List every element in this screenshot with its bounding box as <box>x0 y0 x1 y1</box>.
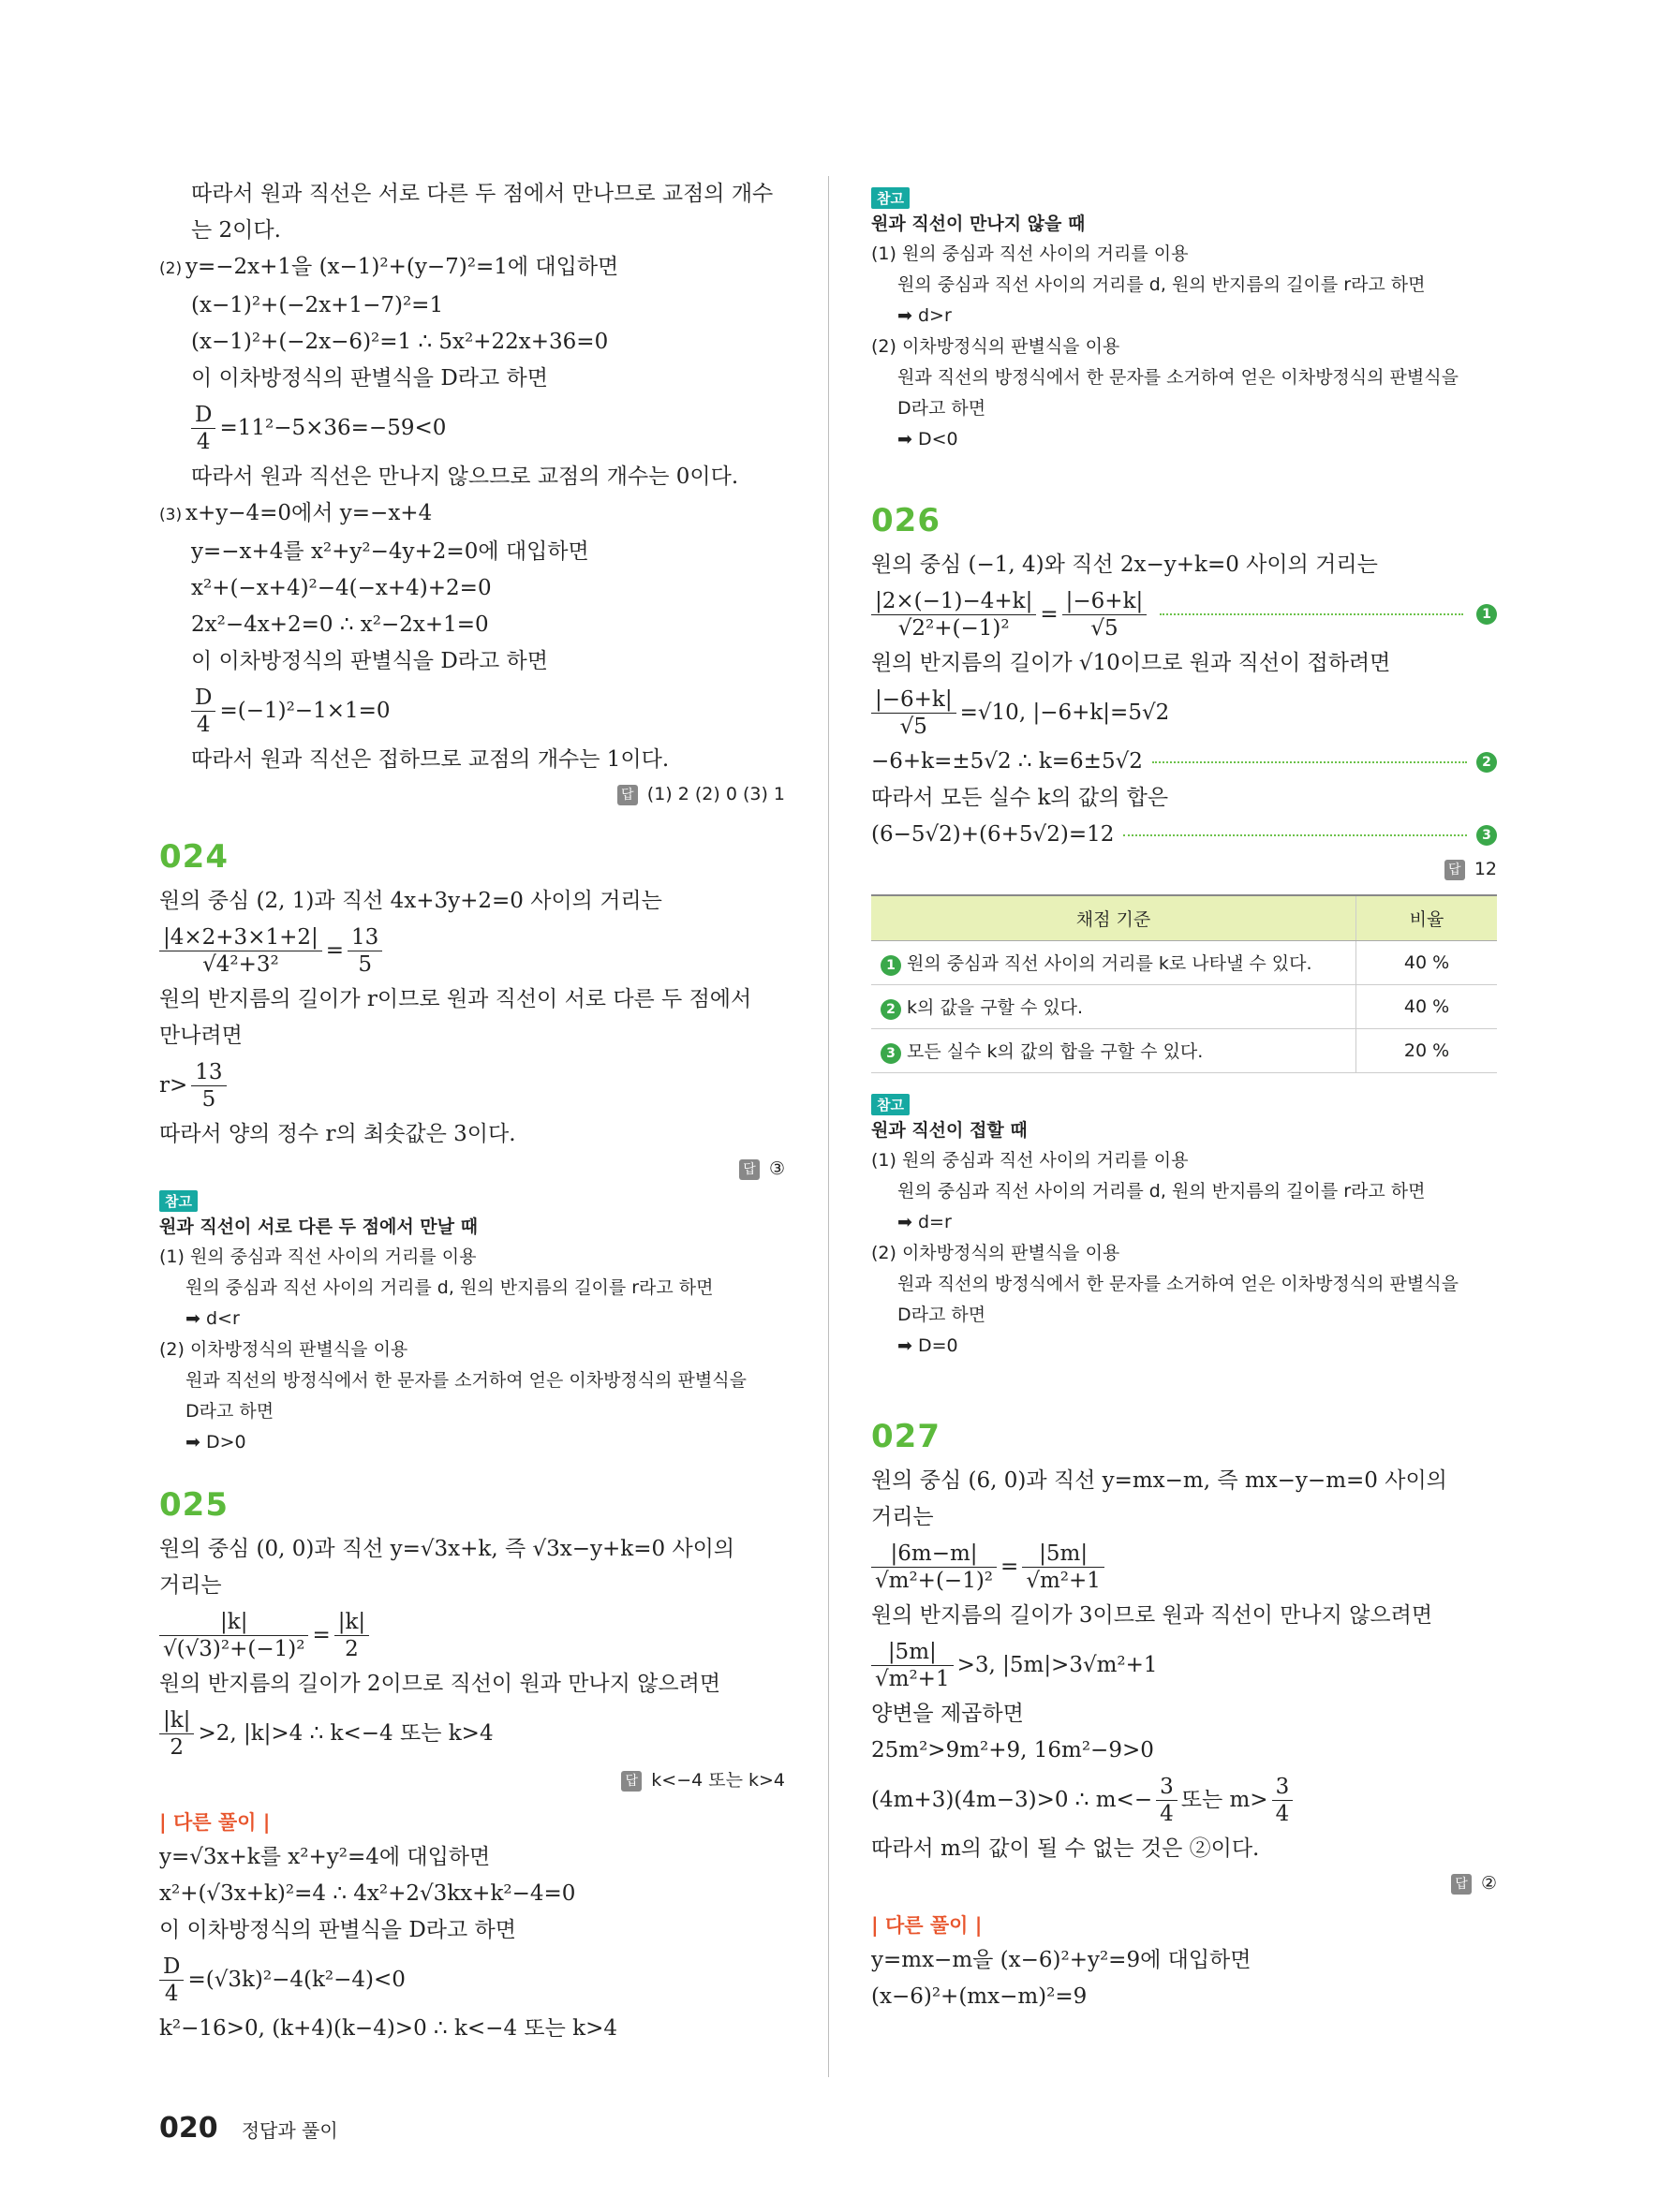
fraction <box>159 1954 184 2007</box>
fraction <box>348 924 382 978</box>
fraction <box>334 1609 369 1662</box>
fraction <box>871 1541 997 1594</box>
fraction <box>191 685 215 738</box>
criteria-text: 원의 중심과 직선 사이의 거리를 k로 나타낼 수 있다. <box>907 953 1312 974</box>
note-line: 원과 직선의 방정식에서 한 문자를 소거하여 얻은 이차방정식의 판별식을 <box>897 1274 1459 1294</box>
table-row <box>871 985 1497 1029</box>
answer-icon: 답 <box>1444 860 1465 880</box>
fraction <box>159 1707 194 1761</box>
text-line: 원의 중심 (−1, 4)와 직선 2x−y+k=0 사이의 거리는 <box>871 553 1378 577</box>
answer-text: ③ <box>768 1158 785 1179</box>
denominator: √5 <box>899 714 927 739</box>
column-header: 채점 기준 <box>871 895 1356 941</box>
answer-text: (1) 2 (2) 0 (3) 1 <box>646 784 785 804</box>
equation-line: (6−5√2)+(6+5√2)=12 <box>871 822 1115 847</box>
numerator: |4×2+3×1+2| <box>159 924 322 951</box>
text-line: y=−2x+1을 (x−1)²+(y−7)²=1에 대입하면 <box>185 255 619 279</box>
solution-026 <box>871 502 1497 1362</box>
dotted-leader <box>1160 613 1463 615</box>
left-column <box>159 176 785 2047</box>
equals-sign: = <box>1000 1555 1019 1579</box>
equation-rest: =√10, |−6+k|=5√2 <box>959 700 1170 725</box>
fraction <box>1156 1774 1178 1827</box>
denominator: √5 <box>1090 615 1118 641</box>
fraction <box>1272 1774 1294 1827</box>
criteria-cell <box>871 985 1356 1029</box>
answer-icon: 답 <box>739 1159 760 1180</box>
numerator: |k| <box>159 1707 194 1734</box>
solution-024 <box>159 838 785 1458</box>
text-line: y=√3x+k를 x²+y²=4에 대입하면 <box>159 1845 491 1869</box>
fraction-equation <box>871 583 1497 645</box>
denominator: 2 <box>345 1636 359 1661</box>
denominator: √2²+(−1)² <box>897 615 1010 641</box>
inequality-rest: >3, |5m|>3√m²+1 <box>956 1653 1158 1677</box>
numerator: 3 <box>1156 1774 1178 1801</box>
numerator: |−6+k| <box>1062 588 1148 615</box>
right-column <box>871 176 1497 2015</box>
equation-line: 2x²−4x+2=0 ∴ x²−2x+1=0 <box>191 612 489 637</box>
fraction-inequality <box>159 1703 785 1764</box>
answer-icon: 답 <box>621 1771 642 1792</box>
equation-line: x²+(√3x+k)²=4 ∴ 4x²+2√3kx+k²−4=0 <box>159 1881 576 1906</box>
text-line: 원의 반지름의 길이가 √10이므로 원과 직선이 접하려면 <box>871 651 1391 675</box>
fraction-equation <box>159 920 785 981</box>
rate-cell: 40 % <box>1356 941 1498 985</box>
note-title: 원과 직선이 접할 때 <box>871 1120 1028 1141</box>
step-marker: 3 <box>881 1043 901 1064</box>
note-line: (2) 이차방정식의 판별식을 이용 <box>871 1243 1120 1263</box>
fraction <box>159 1609 308 1662</box>
solution-023-continued <box>159 176 785 810</box>
equation-row <box>871 744 1497 780</box>
page-footer <box>159 2112 338 2145</box>
equation-line: (x−6)²+(mx−m)²=9 <box>871 1984 1088 2009</box>
note-title: 원과 직선이 서로 다른 두 점에서 만날 때 <box>159 1217 478 1237</box>
note-line: 원과 직선의 방정식에서 한 문자를 소거하여 얻은 이차방정식의 판별식을 <box>185 1370 747 1391</box>
numerator: |2×(−1)−4+k| <box>871 588 1036 615</box>
fraction-inequality <box>871 1769 1497 1831</box>
note-title: 원과 직선이 만나지 않을 때 <box>871 214 1086 234</box>
text-line: 는 2이다. <box>191 218 281 243</box>
answer-line <box>871 1867 1497 1899</box>
note-tag: 참고 <box>159 1190 198 1212</box>
equation-row <box>871 817 1497 853</box>
numerator: |5m| <box>871 1639 954 1666</box>
note-line: ➡ D<0 <box>897 429 958 450</box>
text-line: 따라서 m의 값이 될 수 없는 것은 ②이다. <box>871 1836 1260 1861</box>
fraction <box>191 402 215 455</box>
equals-sign: = <box>325 938 345 963</box>
numerator: 13 <box>348 924 382 951</box>
fraction-inequality <box>871 1634 1497 1696</box>
answer-line <box>159 1153 785 1185</box>
denominator: 4 <box>196 712 211 737</box>
problem-number: 027 <box>871 1418 941 1455</box>
criteria-text: 모든 실수 k의 값의 합을 구할 수 있다. <box>907 1041 1204 1062</box>
table-row <box>871 1029 1497 1073</box>
denominator: 2 <box>170 1734 185 1760</box>
equation-line: −6+k=±5√2 ∴ k=6±5√2 <box>871 749 1143 774</box>
denominator: 5 <box>201 1086 216 1112</box>
equation-rest: =11²−5×36=−59<0 <box>219 416 447 440</box>
fraction <box>871 686 956 740</box>
denominator: 4 <box>196 429 211 454</box>
text-line: 원의 중심 (2, 1)과 직선 4x+3y+2=0 사이의 거리는 <box>159 889 662 913</box>
text-line: 이 이차방정식의 판별식을 D라고 하면 <box>191 366 548 391</box>
text-line: 원의 중심 (0, 0)과 직선 y=√3x+k, 즉 √3x−y+k=0 사이의 <box>159 1537 735 1561</box>
page-title: 정답과 풀이 <box>241 2119 338 2142</box>
denominator: 4 <box>1160 1801 1174 1826</box>
note-line: D라고 하면 <box>185 1401 274 1422</box>
rate-cell: 40 % <box>1356 985 1498 1029</box>
numerator: D <box>191 402 215 429</box>
solution-025 <box>159 1486 785 2047</box>
note-line: 원의 중심과 직선 사이의 거리를 d, 원의 반지름의 길이를 r라고 하면 <box>897 274 1426 295</box>
fraction-equation <box>871 682 1497 744</box>
problem-number: 024 <box>159 838 229 876</box>
alternate-solution-title: | 다른 풀이 | <box>871 1914 983 1937</box>
fraction <box>1062 588 1148 641</box>
answer-icon: 답 <box>617 785 638 805</box>
text-line: 따라서 원과 직선은 접하므로 교점의 개수는 1이다. <box>191 747 670 772</box>
numerator: |5m| <box>1022 1541 1104 1568</box>
text-line: 이 이차방정식의 판별식을 D라고 하면 <box>159 1918 516 1942</box>
note-line: ➡ D=0 <box>897 1335 958 1356</box>
equals-sign: = <box>312 1623 331 1647</box>
alternate-solution-title: | 다른 풀이 | <box>159 1811 271 1834</box>
step-marker: 1 <box>881 955 901 976</box>
note-tag: 참고 <box>871 1094 910 1115</box>
rate-cell: 20 % <box>1356 1029 1498 1073</box>
inequality-part: 또는 m> <box>1180 1788 1268 1812</box>
fraction-equation <box>159 1604 785 1666</box>
equation-line: x²+(−x+4)²−4(−x+4)+2=0 <box>191 576 492 600</box>
denominator: √m²+1 <box>1026 1568 1101 1593</box>
answer-text: 12 <box>1474 859 1497 879</box>
equals-sign: = <box>1040 602 1059 627</box>
note-line: (2) 이차방정식의 판별식을 이용 <box>871 336 1120 357</box>
fraction <box>871 1639 954 1692</box>
denominator: 4 <box>164 1981 179 2006</box>
text-line: 만나려면 <box>159 1024 243 1048</box>
step-marker: 2 <box>1476 752 1497 773</box>
numerator: 3 <box>1272 1774 1294 1801</box>
note-line: 원의 중심과 직선 사이의 거리를 d, 원의 반지름의 길이를 r라고 하면 <box>185 1277 714 1298</box>
criteria-cell <box>871 1029 1356 1073</box>
answer-text: k<−4 또는 k>4 <box>651 1770 785 1791</box>
numerator: |k| <box>159 1609 308 1636</box>
solution-027 <box>871 1418 1497 2015</box>
equation-line: 25m²>9m²+9, 16m²−9>0 <box>871 1738 1154 1762</box>
denominator: √(√3)²+(−1)² <box>163 1636 305 1661</box>
equation-rest: =(√3k)²−4(k²−4)<0 <box>187 1968 406 1992</box>
inequality-lhs: r> <box>159 1073 188 1098</box>
answer-text: ② <box>1480 1873 1497 1894</box>
step-marker: 2 <box>881 999 901 1020</box>
fraction-equation <box>871 1536 1497 1598</box>
note-box <box>871 176 1497 455</box>
text-line: y=mx−m을 (x−6)²+y²=9에 대입하면 <box>871 1948 1252 1972</box>
fraction-inequality <box>159 1054 785 1116</box>
note-line: ➡ d<r <box>185 1308 240 1329</box>
text-line: 따라서 원과 직선은 만나지 않으므로 교점의 개수는 0이다. <box>191 465 739 489</box>
text-line: 따라서 모든 실수 k의 값의 합은 <box>871 786 1169 810</box>
equation-line: (x−1)²+(−2x+1−7)²=1 <box>191 293 444 317</box>
note-box <box>871 1088 1497 1362</box>
note-line: (2) 이차방정식의 판별식을 이용 <box>159 1339 408 1360</box>
denominator: √m²+1 <box>875 1666 950 1691</box>
inequality-part: (4m+3)(4m−3)>0 ∴ m<− <box>871 1788 1153 1812</box>
note-line: D라고 하면 <box>897 398 986 419</box>
note-line: 원과 직선의 방정식에서 한 문자를 소거하여 얻은 이차방정식의 판별식을 <box>897 367 1459 388</box>
note-line: ➡ D>0 <box>185 1432 246 1453</box>
problem-number: 025 <box>159 1486 229 1524</box>
answer-line <box>159 778 785 810</box>
item-number: (3) <box>159 506 183 524</box>
note-line: D라고 하면 <box>897 1305 986 1325</box>
fraction <box>191 1059 226 1113</box>
text-line: 거리는 <box>159 1573 222 1598</box>
text-line: 원의 반지름의 길이가 3이므로 원과 직선이 만나지 않으려면 <box>871 1603 1433 1628</box>
numerator: 13 <box>191 1059 226 1086</box>
text-line: 양변을 제곱하면 <box>871 1702 1024 1726</box>
page-number: 020 <box>159 2112 218 2145</box>
item-number: (2) <box>159 259 183 278</box>
note-line: (1) 원의 중심과 직선 사이의 거리를 이용 <box>871 243 1189 264</box>
note-line: 원의 중심과 직선 사이의 거리를 d, 원의 반지름의 길이를 r라고 하면 <box>897 1181 1426 1202</box>
criteria-text: k의 값을 구할 수 있다. <box>907 997 1084 1018</box>
text-line: x+y−4=0에서 y=−x+4 <box>185 501 433 525</box>
table-row <box>871 941 1497 985</box>
fraction <box>159 924 322 978</box>
denominator: 5 <box>358 951 372 977</box>
criteria-cell <box>871 941 1356 985</box>
fraction-equation <box>159 680 785 742</box>
note-line: ➡ d>r <box>897 305 952 326</box>
denominator: √m²+(−1)² <box>875 1568 994 1593</box>
text-line: 따라서 양의 정수 r의 최솟값은 3이다. <box>159 1122 516 1146</box>
denominator: 4 <box>1275 1801 1290 1826</box>
fraction <box>871 588 1036 641</box>
dotted-leader <box>1152 761 1467 763</box>
step-marker: 3 <box>1476 825 1497 846</box>
numerator: |−6+k| <box>871 686 956 714</box>
numerator: |k| <box>334 1609 369 1636</box>
problem-number: 026 <box>871 502 941 539</box>
text-line: 따라서 원과 직선은 서로 다른 두 점에서 만나므로 교점의 개수 <box>191 182 774 206</box>
text-line: 원의 반지름의 길이가 r이므로 원과 직선이 서로 다른 두 점에서 <box>159 987 752 1011</box>
fraction-equation <box>159 1949 785 2011</box>
numerator: |6m−m| <box>871 1541 997 1568</box>
equation-rest: =(−1)²−1×1=0 <box>219 699 391 723</box>
grading-table <box>871 894 1497 1073</box>
dotted-leader <box>1123 834 1467 836</box>
equation-line: (x−1)²+(−2x−6)²=1 ∴ 5x²+22x+36=0 <box>191 330 609 354</box>
column-divider <box>828 176 829 2077</box>
table-header-row <box>871 895 1497 941</box>
text-line: 이 이차방정식의 판별식을 D라고 하면 <box>191 649 548 673</box>
text-line: 원의 중심 (6, 0)과 직선 y=mx−m, 즉 mx−y−m=0 사이의 <box>871 1468 1447 1493</box>
denominator: √4²+3² <box>202 951 279 977</box>
equation-line: k²−16>0, (k+4)(k−4)>0 ∴ k<−4 또는 k>4 <box>159 2016 617 2041</box>
note-line: (1) 원의 중심과 직선 사이의 거리를 이용 <box>871 1150 1189 1171</box>
text-line: 원의 반지름의 길이가 2이므로 직선이 원과 만나지 않으려면 <box>159 1672 721 1696</box>
note-line: ➡ d=r <box>897 1212 952 1232</box>
text-line: y=−x+4를 x²+y²−4y+2=0에 대입하면 <box>191 539 589 564</box>
answer-icon: 답 <box>1451 1874 1472 1895</box>
numerator: D <box>159 1954 184 1981</box>
step-marker: 1 <box>1476 604 1497 625</box>
note-line: (1) 원의 중심과 직선 사이의 거리를 이용 <box>159 1246 477 1267</box>
answer-line <box>871 853 1497 885</box>
text-line: 거리는 <box>871 1505 934 1529</box>
note-box <box>159 1185 785 1458</box>
fraction <box>1022 1541 1104 1594</box>
answer-line <box>159 1764 785 1796</box>
numerator: D <box>191 685 215 712</box>
column-header: 비율 <box>1356 895 1498 941</box>
note-tag: 참고 <box>871 187 910 209</box>
inequality-rest: >2, |k|>4 ∴ k<−4 또는 k>4 <box>198 1721 494 1746</box>
fraction-equation <box>159 397 785 459</box>
